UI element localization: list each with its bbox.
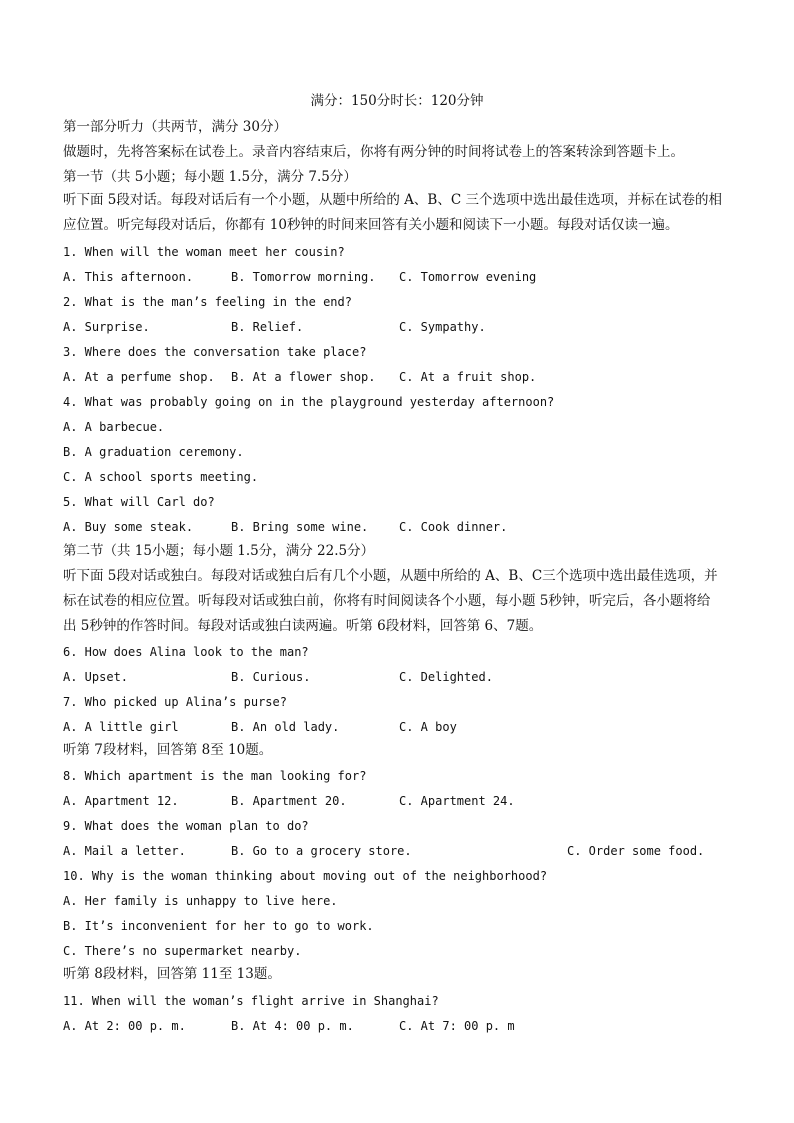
option-a: A. This afternoon. bbox=[63, 270, 194, 284]
section-two-instructions-cont: 标在试卷的相应位置。听每段对话或独白前，你将有时间阅读各个小题，每小题 5秒钟，听完后，各小题将给 bbox=[63, 593, 711, 609]
question-1: 1. When will the woman meet her cousin? bbox=[63, 245, 345, 259]
question-4-option-b: B. A graduation ceremony. bbox=[63, 445, 244, 459]
instructions-text: 做题时，先将答案标在试卷上。录音内容结束后，你将有两分钟的时间将试卷上的答案转涂到答题卡上。 bbox=[63, 144, 684, 160]
option-c: C. Delighted. bbox=[399, 670, 493, 684]
option-b: B. Tomorrow morning. bbox=[231, 270, 376, 284]
option-c: C. A boy bbox=[399, 720, 457, 734]
question-10-option-b: B. It’s inconvenient for her to go to work. bbox=[63, 919, 374, 933]
option-a: A. Buy some steak. bbox=[63, 520, 194, 534]
option-a: A. Surprise. bbox=[63, 320, 150, 334]
option-a: A. Apartment 12. bbox=[63, 794, 179, 808]
option-c: C. At 7: 00 p. m bbox=[399, 1019, 515, 1033]
section-two-heading: 第二节（共 15小题；每小题 1.5分，满分 22.5分） bbox=[63, 543, 375, 559]
question-8: 8. Which apartment is the man looking for? bbox=[63, 769, 367, 783]
section-two-instructions-end: 出 5秒钟的作答时间。每段对话或独白读两遍。听第 6段材料，回答第 6、7题。 bbox=[63, 618, 543, 634]
section-one-instructions: 听下面 5段对话。每段对话后有一个小题，从题中所给的 A、B、C 三个选项中选出最佳选项，并标在试卷的相 bbox=[63, 192, 722, 208]
section-one-heading: 第一节（共 5小题；每小题 1.5分，满分 7.5分） bbox=[63, 169, 357, 185]
question-11: 11. When will the woman’s flight arrive in Shanghai? bbox=[63, 994, 439, 1008]
section-two-instructions: 听下面 5段对话或独白。每段对话或独白后有几个小题，从题中所给的 A、B、C三个选项中选出最佳选项，并 bbox=[63, 568, 718, 584]
question-2: 2. What is the man’s feeling in the end? bbox=[63, 295, 352, 309]
question-5: 5. What will Carl do? bbox=[63, 495, 215, 509]
option-b: B. Go to a grocery store. bbox=[231, 844, 412, 858]
option-a: A. Upset. bbox=[63, 670, 129, 684]
option-c: C. Order some food. bbox=[567, 844, 705, 858]
option-a: A. At 2: 00 p. m. bbox=[63, 1019, 186, 1033]
question-4-option-a: A. A barbecue. bbox=[63, 420, 165, 434]
option-b: B. Apartment 20. bbox=[231, 794, 347, 808]
option-b: B. At a flower shop. bbox=[231, 370, 376, 384]
option-b: B. An old lady. bbox=[231, 720, 340, 734]
option-c: C. Cook dinner. bbox=[399, 520, 508, 534]
question-10-option-a: A. Her family is unhappy to live here. bbox=[63, 894, 338, 908]
option-c: C. Sympathy. bbox=[399, 320, 486, 334]
option-a: A. A little girl bbox=[63, 720, 179, 734]
exam-header: 满分：150分时长：120分钟 bbox=[310, 93, 484, 109]
material-8-note: 听第 8段材料，回答第 11至 13题。 bbox=[63, 966, 281, 982]
option-a: A. Mail a letter. bbox=[63, 844, 186, 858]
part-one-heading: 第一部分听力（共两节，满分 30分） bbox=[63, 119, 287, 135]
material-7-note: 听第 7段材料，回答第 8至 10题。 bbox=[63, 742, 273, 758]
question-9: 9. What does the woman plan to do? bbox=[63, 819, 309, 833]
question-4: 4. What was probably going on in the playground yesterday afternoon? bbox=[63, 395, 555, 409]
question-4-option-c: C. A school sports meeting. bbox=[63, 470, 259, 484]
section-one-instructions-cont: 应位置。听完每段对话后，你都有 10秒钟的时间来回答有关小题和阅读下一小题。每段对话仅读一遍。 bbox=[63, 217, 679, 233]
option-c: C. At a fruit shop. bbox=[399, 370, 537, 384]
question-10-option-c: C. There’s no supermarket nearby. bbox=[63, 944, 302, 958]
option-b: B. Bring some wine. bbox=[231, 520, 369, 534]
question-7: 7. Who picked up Alina’s purse? bbox=[63, 695, 287, 709]
option-b: B. At 4: 00 p. m. bbox=[231, 1019, 354, 1033]
option-b: B. Curious. bbox=[231, 670, 311, 684]
option-c: C. Tomorrow evening bbox=[399, 270, 537, 284]
question-3: 3. Where does the conversation take place? bbox=[63, 345, 367, 359]
question-6: 6. How does Alina look to the man? bbox=[63, 645, 309, 659]
option-a: A. At a perfume shop. bbox=[63, 370, 215, 384]
question-10: 10. Why is the woman thinking about moving out of the neighborhood? bbox=[63, 869, 548, 883]
option-b: B. Relief. bbox=[231, 320, 304, 334]
option-c: C. Apartment 24. bbox=[399, 794, 515, 808]
